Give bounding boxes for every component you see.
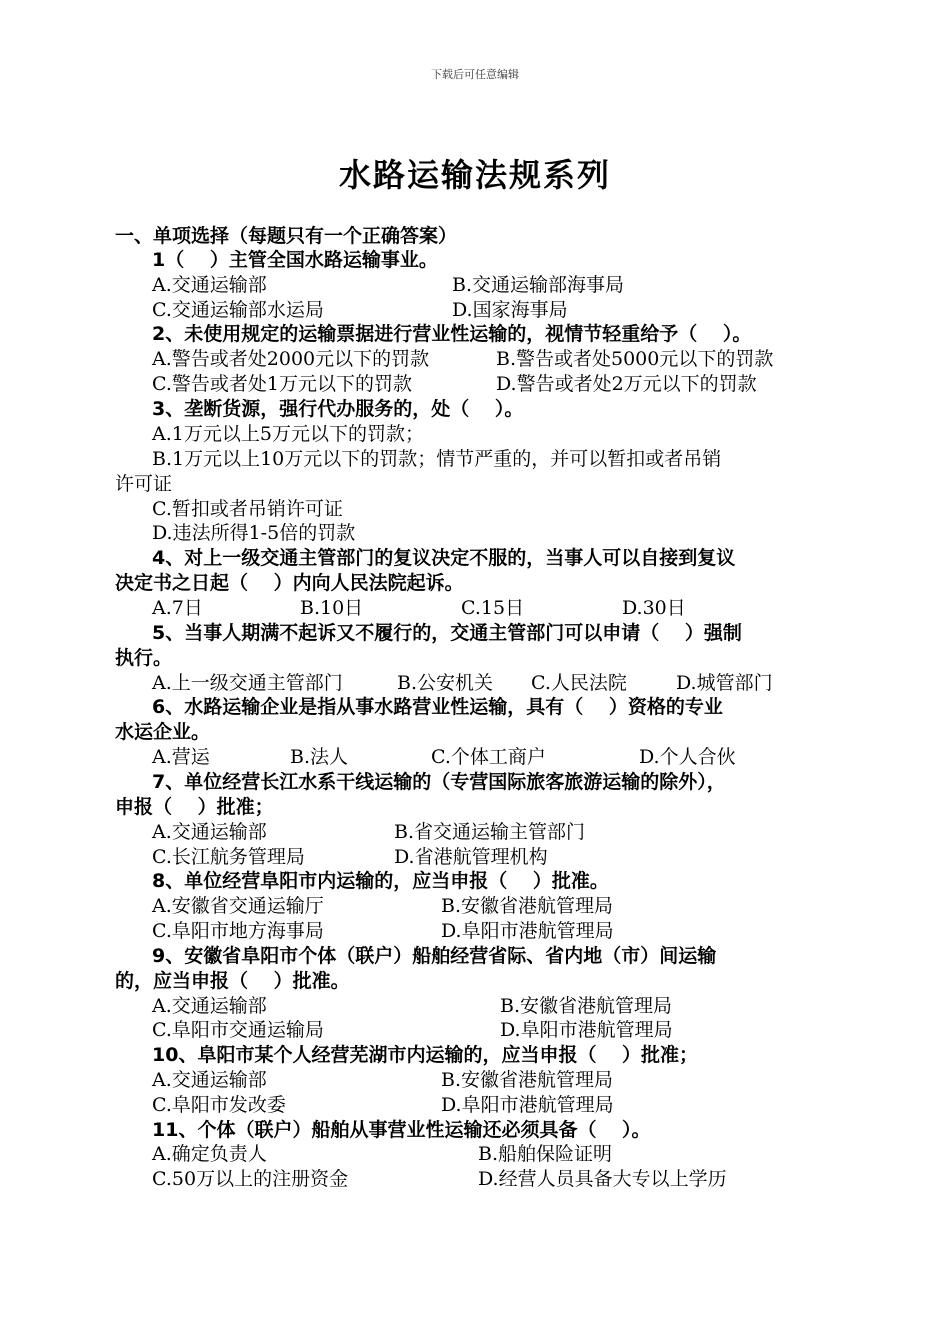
option-3d: D.违法所得1-5倍的罚款: [152, 522, 356, 544]
page-header: 下载后可任意编辑: [431, 68, 519, 81]
option-9c: C.阜阳市交通运输局: [152, 1019, 324, 1041]
option-9a: A.交通运输部: [152, 995, 267, 1017]
option-4d: D.30日: [622, 597, 686, 619]
document-title: 水路运输法规系列: [338, 156, 611, 194]
option-3a: A.1万元以上5万元以下的罚款；: [152, 423, 424, 445]
question-9-cont: 的，应当申报（ ）批准。: [115, 970, 350, 992]
question-5-cont: 执行。: [115, 647, 173, 669]
option-2a: A.警告或者处2000元以下的罚款: [152, 348, 430, 370]
option-5b: B.公安机关: [397, 672, 494, 694]
option-6b: B.法人: [290, 746, 349, 768]
option-11c: C.50万以上的注册资金: [152, 1168, 349, 1190]
question-7: 7、单位经营长江水系干线运输的（专营国际旅客旅游运输的除外），: [152, 771, 726, 793]
option-4b: B.10日: [300, 597, 364, 619]
question-8: 8、单位经营阜阳市内运输的，应当申报（ ）批准。: [152, 870, 609, 892]
option-10c: C.阜阳市发改委: [152, 1094, 286, 1116]
option-2b: B.警告或者处5000元以下的罚款: [496, 348, 774, 370]
question-7-cont: 申报（ ）批准；: [115, 796, 274, 818]
option-1b: B.交通运输部海事局: [452, 274, 625, 296]
option-3c: C.暂扣或者吊销许可证: [152, 498, 343, 520]
option-4a: A.7日: [152, 597, 203, 619]
option-2d: D.警告或者处2万元以下的罚款: [496, 373, 757, 395]
option-8b: B.安徽省港航管理局: [441, 895, 614, 917]
question-10: 10、阜阳市某个人经营芜湖市内运输的，应当申报（ ）批准；: [152, 1044, 699, 1066]
question-9: 9、安徽省阜阳市个体（联户）船舶经营省际、省内地（市）间运输: [152, 945, 717, 967]
option-2c: C.警告或者处1万元以下的罚款: [152, 373, 412, 395]
question-4-cont: 决定书之日起（ ）内向人民法院起诉。: [115, 572, 464, 594]
question-6-cont: 水运企业。: [115, 721, 211, 743]
question-1: 1（ ）主管全国水路运输事业。: [152, 249, 438, 271]
option-11a: A.确定负责人: [152, 1143, 267, 1165]
section-heading: 一、单项选择（每题只有一个正确答案）: [115, 225, 458, 247]
option-1a: A.交通运输部: [152, 274, 267, 296]
option-8c: C.阜阳市地方海事局: [152, 920, 324, 942]
option-1d: D.国家海事局: [452, 299, 568, 321]
option-5c: C.人民法院: [531, 672, 627, 694]
question-2: 2、未使用规定的运输票据进行营业性运输的，视情节轻重给予（ ）。: [152, 323, 752, 345]
option-10b: B.安徽省港航管理局: [441, 1069, 614, 1091]
option-6a: A.营运: [152, 746, 210, 768]
option-9b: B.安徽省港航管理局: [500, 995, 673, 1017]
option-9d: D.阜阳市港航管理局: [500, 1019, 673, 1041]
option-7b: B.省交通运输主管部门: [394, 821, 586, 843]
option-8a: A.安徽省交通运输厅: [152, 895, 324, 917]
option-5a: A.上一级交通主管部门: [152, 672, 343, 694]
question-4: 4、对上一级交通主管部门的复议决定不服的，当事人可以自接到复议: [152, 547, 736, 569]
option-4c: C.15日: [461, 597, 525, 619]
question-11: 11、个体（联户）船舶从事营业性运输还必须具备（ ）。: [152, 1119, 651, 1141]
question-6: 6、水路运输企业是指从事水路营业性运输，具有（ ）资格的专业: [152, 696, 723, 718]
option-7d: D.省港航管理机构: [394, 846, 548, 868]
option-6c: C.个体工商户: [431, 746, 546, 768]
option-11b: B.船舶保险证明: [478, 1143, 613, 1165]
option-8d: D.阜阳市港航管理局: [441, 920, 614, 942]
option-6d: D.个人合伙: [639, 746, 736, 768]
question-5: 5、当事人期满不起诉又不履行的，交通主管部门可以申请（ ）强制: [152, 622, 742, 644]
option-11d: D.经营人员具备大专以上学历: [478, 1168, 727, 1190]
option-5d: D.城管部门: [676, 672, 773, 694]
option-10d: D.阜阳市港航管理局: [441, 1094, 614, 1116]
option-3b-cont: 许可证: [115, 473, 173, 495]
question-3: 3、垄断货源，强行代办服务的，处（ ）。: [152, 398, 524, 420]
option-7c: C.长江航务管理局: [152, 846, 305, 868]
option-3b: B.1万元以上10万元以下的罚款；情节严重的，并可以暂扣或者吊销: [152, 448, 722, 470]
option-7a: A.交通运输部: [152, 821, 267, 843]
option-10a: A.交通运输部: [152, 1069, 267, 1091]
option-1c: C.交通运输部水运局: [152, 299, 324, 321]
